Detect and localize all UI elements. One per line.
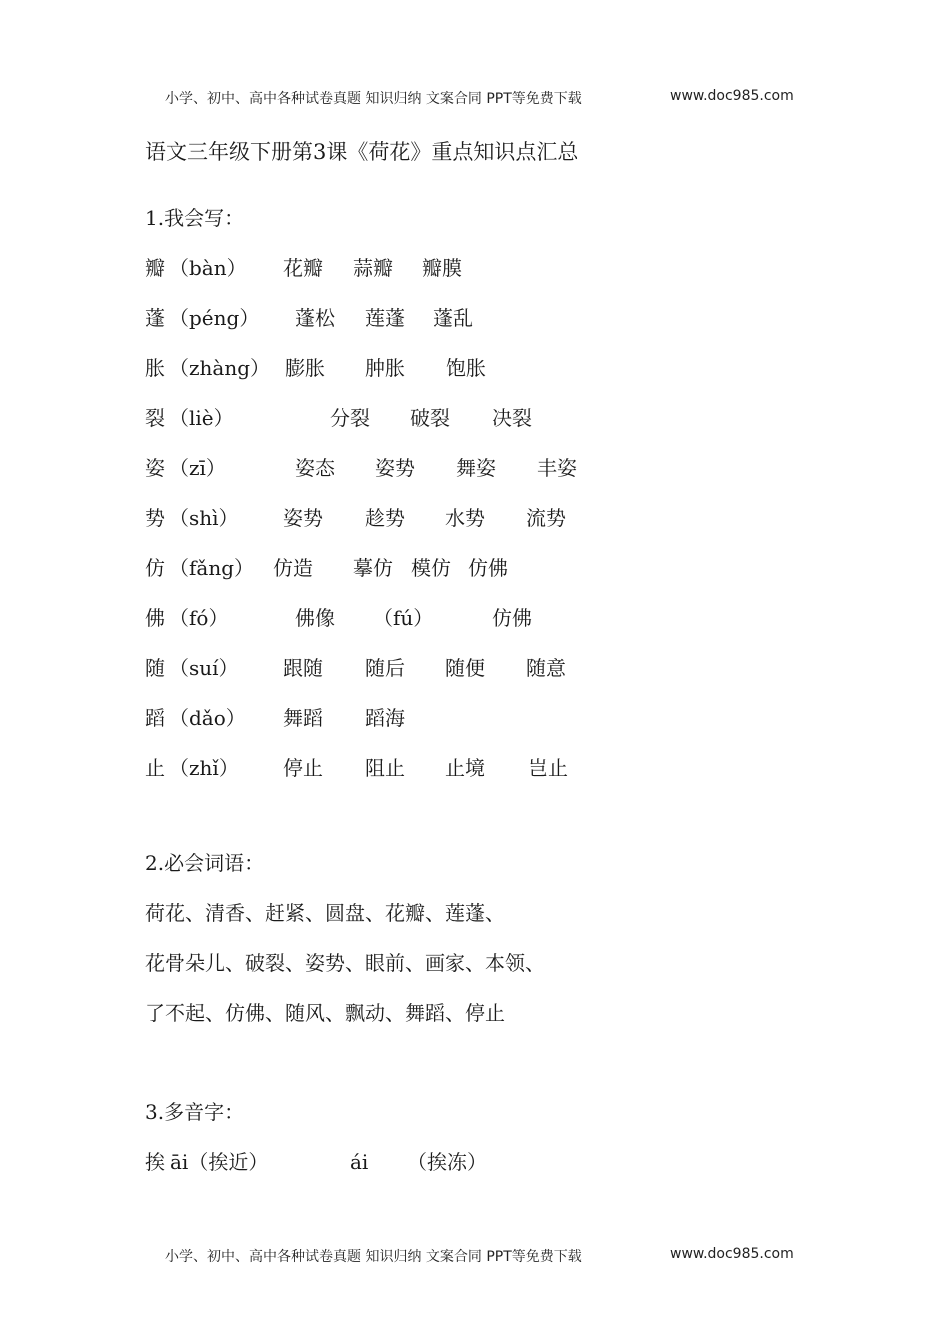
word-row-char: 仿 [145, 556, 165, 580]
word-row-word: 分裂 [330, 406, 370, 430]
word-row-word: 仿造 [273, 556, 313, 580]
word-row-char: 止 [145, 756, 165, 780]
word-row-pinyin: （suí） [169, 656, 239, 680]
word-row-word: 饱胀 [446, 356, 486, 380]
page-title: 语文三年级下册第3课《荷花》重点知识点汇总 [145, 140, 579, 164]
word-row-pinyin: （bàn） [169, 256, 247, 280]
word-row-pinyin: （zhǐ） [169, 756, 239, 780]
word-row-word: 花瓣 [283, 256, 323, 280]
word-row-char: 瓣 [145, 256, 165, 280]
word-row-char: 随 [145, 656, 165, 680]
word-row-word: 姿势 [375, 456, 415, 480]
word-row-word: 随后 [365, 656, 405, 680]
word-row-char: 佛 [145, 606, 165, 630]
word-row-word: 仿佛 [468, 556, 508, 580]
word-row-word: 蹈海 [365, 706, 405, 730]
word-row-word: 水势 [445, 506, 485, 530]
word-row-word: 随便 [445, 656, 485, 680]
word-row-word: 瓣膜 [422, 256, 462, 280]
word-row-word: 蓬松 [295, 306, 335, 330]
word-row-word: 流势 [526, 506, 566, 530]
word-row-word: 摹仿 [353, 556, 393, 580]
header-url[interactable]: www.doc985.com [670, 88, 794, 104]
word-row-word: 阻止 [365, 756, 405, 780]
word-row-word: 决裂 [492, 406, 532, 430]
vocab-line-1: 荷花、清香、赶紧、圆盘、花瓣、莲蓬、 [145, 901, 505, 925]
footer-text: 小学、初中、高中各种试卷真题 知识归纳 文案合同 PPT等免费下载 [165, 1249, 582, 1265]
section2-heading: 2.必会词语： [145, 851, 265, 875]
word-row-pinyin: （fó） [169, 606, 229, 630]
word-row-pinyin: （zhàng） [169, 356, 271, 380]
word-row-word: 随意 [526, 656, 566, 680]
word-row-word: 岂止 [528, 756, 568, 780]
word-row-word: 破裂 [410, 406, 450, 430]
word-row-word: 姿势 [283, 506, 323, 530]
word-row-pinyin: （shì） [169, 506, 239, 530]
polyphone-reading-2: ái [350, 1150, 369, 1174]
word-row-word: 舞蹈 [283, 706, 323, 730]
word-row-char: 蹈 [145, 706, 165, 730]
word-row-word: 佛像 [295, 606, 335, 630]
word-row-char: 姿 [145, 456, 165, 480]
word-row-pinyin: （péng） [169, 306, 260, 330]
word-row-char: 势 [145, 506, 165, 530]
word-row-word: 蒜瓣 [353, 256, 393, 280]
word-row-word: 止境 [445, 756, 485, 780]
word-row-word: 停止 [283, 756, 323, 780]
word-row-pinyin: （liè） [169, 406, 234, 430]
polyphone-char: 挨 [145, 1150, 165, 1174]
word-row-pinyin: （fǎng） [169, 556, 255, 580]
word-row-word: 趁势 [365, 506, 405, 530]
header-text: 小学、初中、高中各种试卷真题 知识归纳 文案合同 PPT等免费下载 [165, 91, 582, 107]
word-row-word: 跟随 [283, 656, 323, 680]
word-row-word: 莲蓬 [365, 306, 405, 330]
vocab-line-3: 了不起、仿佛、随风、飘动、舞蹈、停止 [145, 1001, 505, 1025]
word-row-word: 舞姿 [456, 456, 496, 480]
word-row-word: （fú） [373, 606, 434, 630]
polyphone-reading-2-word: （挨冻） [407, 1150, 487, 1174]
word-row-pinyin: （dǎo） [169, 706, 246, 730]
polyphone-reading-1: āi（挨近） [170, 1150, 269, 1174]
word-row-word: 肿胀 [365, 356, 405, 380]
word-row-char: 裂 [145, 406, 165, 430]
word-row-word: 姿态 [295, 456, 335, 480]
word-row-pinyin: （zī） [169, 456, 226, 480]
word-row-word: 模仿 [411, 556, 451, 580]
word-row-char: 蓬 [145, 306, 165, 330]
footer-url[interactable]: www.doc985.com [670, 1246, 794, 1262]
section3-heading: 3.多音字： [145, 1100, 245, 1124]
word-row-char: 胀 [145, 356, 165, 380]
vocab-line-2: 花骨朵儿、破裂、姿势、眼前、画家、本领、 [145, 951, 545, 975]
section1-heading: 1.我会写： [145, 206, 245, 230]
word-row-word: 膨胀 [285, 356, 325, 380]
word-row-word: 丰姿 [537, 456, 577, 480]
word-row-word: 仿佛 [492, 606, 532, 630]
word-row-word: 蓬乱 [433, 306, 473, 330]
